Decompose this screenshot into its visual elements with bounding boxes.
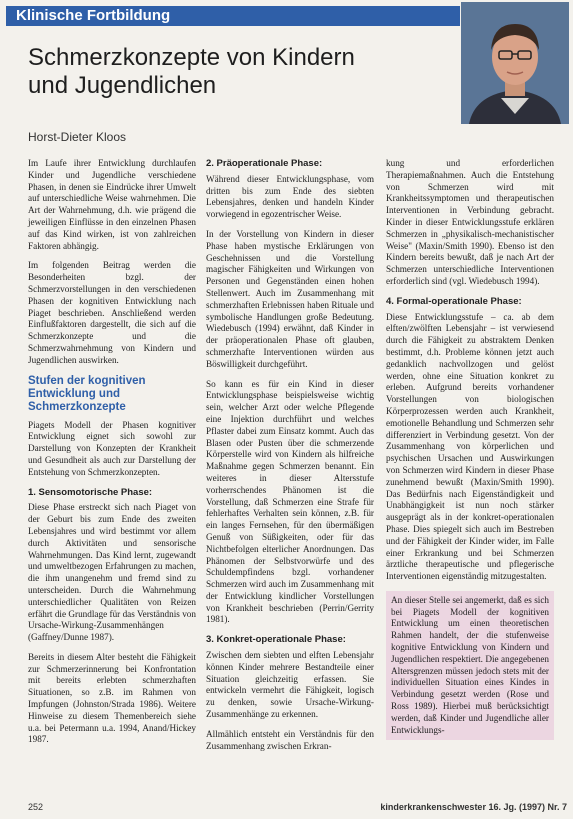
paragraph: Während dieser Entwicklungsphase, vom dritten bis zum Ende des siebten Lebensjahres, denken und handeln Kinder vorwiegend in egozentrischer Weise.: [206, 173, 374, 220]
paragraph: Zwischen dem siebten und elften Lebensjahr können Kinder mehrere Bestandteile einer Situation gleichzeitig erfassen. Sie entwickeln vermehrt die Fähigkeit, logisch zu denken, sowie Ursache-Wirkung-Zusammenhänge zu erkennen.: [206, 650, 374, 720]
paragraph: Allmählich entsteht ein Verständnis für den Zusammenhang zwischen Erkran-: [206, 728, 374, 751]
page-number: 252: [28, 802, 44, 812]
column-3: [386, 158, 554, 748]
paragraph: Im Laufe ihrer Entwicklung durchlaufen Kinder und Jugendliche verschiedene Phasen, in denen sie Eindrücke ihrer Umwelt auf unterschiedliche Weise wahrnehmen. Die Art der Wahrnehmung, d.h. wie prägend die jeweiligen Einflüsse in den einzelnen Phasen auf das Kind wirken, ist von zahlreichen Faktoren abhängig.: [28, 158, 196, 251]
subheading: 2. Präoperationale Phase:: [206, 158, 323, 169]
paragraph: Bereits in diesem Alter besteht die Fähigkeit zur Schmerzerinnerung bei Konfrontation mit bereits erlebten schmerzhaften Situationen, so z.B. im Rahmen von Impfungen (Johnston/Strada 1986). Weitere Hinweise zu diesem Themenbereich siehe u.a. bei Petermann u.a. 1994, Anand/Hickey 1987.: [28, 651, 196, 745]
article-title: [28, 44, 448, 100]
paragraph: Piagets Modell der Phasen kognitiver Entwicklung eignet sich sowohl zur Darstellung von Konzepten der Krankheit und Gesundheit als auch zur Darstellung der Entstehung von Schmerzkonzepten.: [28, 419, 196, 477]
section-label: Klinische Fortbildung: [16, 7, 171, 24]
author-name: Horst-Dieter Kloos: [28, 130, 127, 144]
paragraph: So kann es für ein Kind in dieser Entwicklungsphase beispielsweise wichtig sein, welcher Arzt oder welche Pflegende eine Injektion durchführt und welches Pflaster dabei zum Einsatz kommt. Auch das Blasen oder Pusten über die schmerzende Körperstelle wird von Kindern als hilfreiche Maßnahme gegen Schmerzen benannt. Ein weiteres in dieser Altersstufe vorherrschendes Phänomen ist die Vorstellung, daß Schmerzen eine Strafe für fehlerhaftes Verhalten sein können, z.B. für ein langes Fernsehen, für den übermäßigen Genuß von Süßigkeiten, oder für das Nichtbefolgen elterlicher Anordnungen. Das Phänomen der Selbstvorwürfe und des Schuldempfindens bzgl. vorhandener Schmerzen wird auch im Zusammenhang mit der Entwicklung kindlicher Vorstellungen von Krankheit beschrieben (Perrin/Gerrity 1981).: [206, 378, 374, 625]
column-1: [28, 158, 196, 754]
author-photo: [461, 2, 569, 124]
section-heading: Stufen der kognitiven Entwicklung und Schmerzkonzepte: [28, 374, 146, 413]
paragraph: Diese Phase erstreckt sich nach Piaget von der Geburt bis zum Ende des zweiten Lebensjahres und wird bestimmt vor allem durch Aktivitäten und sensorische Wahrnehmungen. Das Kind lernt, zugewandt und umweltbezogen Erfahrungen zu machen, die ihm unangenehm und fremd sind zu unterscheiden. Durch die Wahrnehmung unterschiedlicher Qualitäten von Reizen erfährt die Grundlage für das Verständnis von Ursache-Wirkung-Zusammenhängen (Gaffney/Dunne 1987).: [28, 502, 196, 643]
subheading: 1. Sensomotorische Phase:: [28, 486, 153, 498]
highlight-box: An dieser Stelle sei angemerkt, daß es sich bei Piagets Modell der kognitiven Entwicklung um einen theoretischen Rahmen handelt, der die stufenweise kognitive Entwicklung von Kindern und Jugendlichen respektiert. Die angegebenen Altersgrenzen müssen jedoch stets mit der individuellen Situation eines Kindes in Verbindung gesetzt werden (Rose und Ross 1989). Hierbei muß berücksichtigt werden, daß Kinder und Jugendliche aller Entwicklungs-: [386, 591, 554, 741]
title-line-1: Schmerzkonzepte von Kindern: [28, 44, 355, 71]
paragraph: Im folgenden Beitrag werden die Besonderheiten bzgl. der Schmerzvorstellungen in den verschiedenen Phasen der kognitiven Entwicklung nach Piaget beschrieben. Anschließend werden Einflußfaktoren dargestellt, die sich auf die Schmerzkonzepte und die Schmerzwahrnehmung von Kindern und Jugendlichen auswirken.: [28, 260, 196, 365]
title-line-2: und Jugendlichen: [28, 72, 217, 99]
subheading: 3. Konkret-operationale Phase:: [206, 634, 346, 646]
paragraph: Diese Entwicklungsstufe – ca. ab dem elften/zwölften Lebensjahr – ist verwiesend durch die Fähigkeit zu abstraktem Denken bestimmt, d.h. Probleme können jetzt auch gedanklich nachvollzogen und gelöst werden, ohne eine Situation konkret zu erleben. Aufgrund bereits vorhandener Vorstellungen von biologischen Körperprozessen werden auch Krankheit, emotionelle Behandlung und Schmerzen sehr differenziert in Verbindung gesetzt. Von der Zusammenhang von körperlichen und psychischen Ursachen und Auswirkungen von Schmerzen wird Kindern in dieser Phase zunehmend bewußt (Maxin/Smith 1990). Das Bedürfnis nach Eigenständigkeit und Unabhängigkeit ist nun noch stärker ausgeprägt als in der konkret-operationalen Phase. Dies spiegelt sich auch im Bestreben und der Fähigkeit der Kinder wider, im Falle einer Erkrankung und bei Schmerzen ärztliche therapeutische und pflegerische Interventionen eigenständig mitzugestalten.: [386, 311, 554, 582]
paragraph: In der Vorstellung von Kindern in dieser Phase haben mystische Erklärungen von Geschehnissen und die Vorstellung magischer Fähigkeiten und Wirkungen von Personen und Gegenständen einen hohen Stellenwert. Auch im Zusammenhang mit schmerzhaften Erlebnissen haben Rituale und symbolische Handlungen große Bedeutung. Wiedebusch (1994) erwähnt, daß Kinder in der präoperationalen Phase oft glauben, schmerzhafte Interventionen würden aus Böswilligkeit durchgeführt.: [206, 228, 374, 369]
column-2: [206, 158, 374, 760]
journal-footer: kinderkrankenschwester 16. Jg. (1997) Nr. 7: [380, 802, 567, 812]
paragraph: kung und erforderlichen Therapiemaßnahmen. Auch die Entstehung von Schmerzen wird mit Krankheitssymptomen und therapeutischen Interventionen in Verbindung gebracht. Kinder in dieser Entwicklungsstufe erklären Schmerzen in „physikalisch-mechanistischer Weise" (Maxin/Smith 1990). Ebenso ist den Kindern bereits bewußt, daß je nach Art der Schmerzen unterschiedliche Interventionen erforderlich sind (vgl. Wiedebusch 1994).: [386, 158, 554, 286]
subheading: 4. Formal-operationale Phase:: [386, 295, 522, 307]
